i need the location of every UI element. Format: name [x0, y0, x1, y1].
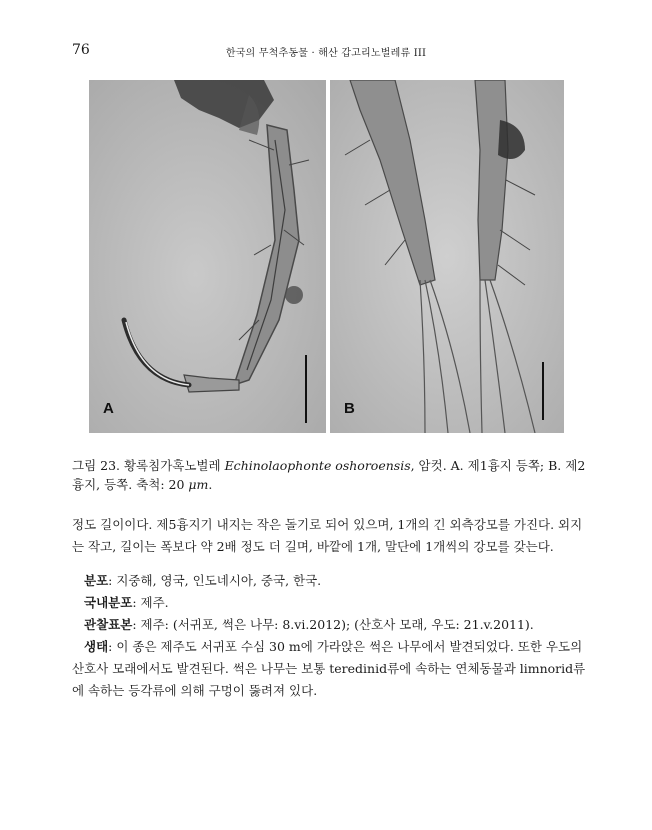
figure-caption — [72, 456, 592, 494]
caption-unit: μm — [188, 477, 209, 492]
panel-label-a: A — [103, 400, 114, 417]
caption-prefix: 그림 23. 황록침가혹노벌레 — [72, 458, 225, 473]
micrograph-b — [330, 80, 564, 433]
caption-species: Echinolaophonte oshoroensis — [224, 458, 411, 473]
figure-panel-b — [330, 80, 564, 433]
distribution-line — [72, 570, 592, 592]
korea-distribution-text: : 제주. — [132, 595, 169, 610]
specimens-label: 관찰표본 — [84, 617, 133, 632]
running-header: 한국의 무척추동물 · 해산 갑고리노벌레류 III — [225, 48, 427, 59]
distribution-text: : 지중해, 영국, 인도네시아, 중국, 한국. — [108, 573, 322, 588]
caption-end: . — [208, 477, 213, 492]
ecology-text: : 이 종은 제주도 서귀포 수심 30 m에 가라앉은 썩은 나무에서 발견되었다. 또한 우도의 산호사 모래에서도 발견된다. 썩은 나무는 보통 teredinid류에 속하는 연체동물과 limnorid류에 속하는 등각류에 의해 구멍이 뚫려져 있다. — [72, 639, 586, 698]
ecology-label: 생태 — [84, 639, 109, 654]
scale-bar-a — [305, 355, 307, 423]
body-paragraph: 정도 길이이다. 제5흉지기 내지는 작은 돌기로 되어 있으며, 1개의 긴 외측강모를 가진다. 외지는 작고, 길이는 폭보다 약 2배 정도 더 길며, 바깥에 1개, 말단에 1개씩의 강모를 갖는다. — [72, 517, 583, 554]
specimens-line — [72, 614, 592, 636]
specimens-text: : 제주: (서귀포, 썩은 나무: 8.vi.2012); (산호사 모래, 우도: 21.v.2011). — [132, 617, 534, 632]
figure-panel-a — [89, 80, 326, 433]
page-number: 76 — [72, 42, 90, 58]
panel-label-b: B — [344, 400, 355, 417]
micrograph-a — [89, 80, 326, 433]
scale-bar-b — [542, 362, 544, 420]
caption-suffix: , 암컷. A. 제1흉지 등쪽; B. 제2흉지, 등쪽. 축척: 20 — [72, 458, 586, 492]
korea-distribution-line — [72, 592, 592, 614]
ecology-paragraph — [72, 636, 592, 702]
korea-distribution-label: 국내분포 — [84, 595, 133, 610]
distribution-label: 분포 — [84, 573, 109, 588]
